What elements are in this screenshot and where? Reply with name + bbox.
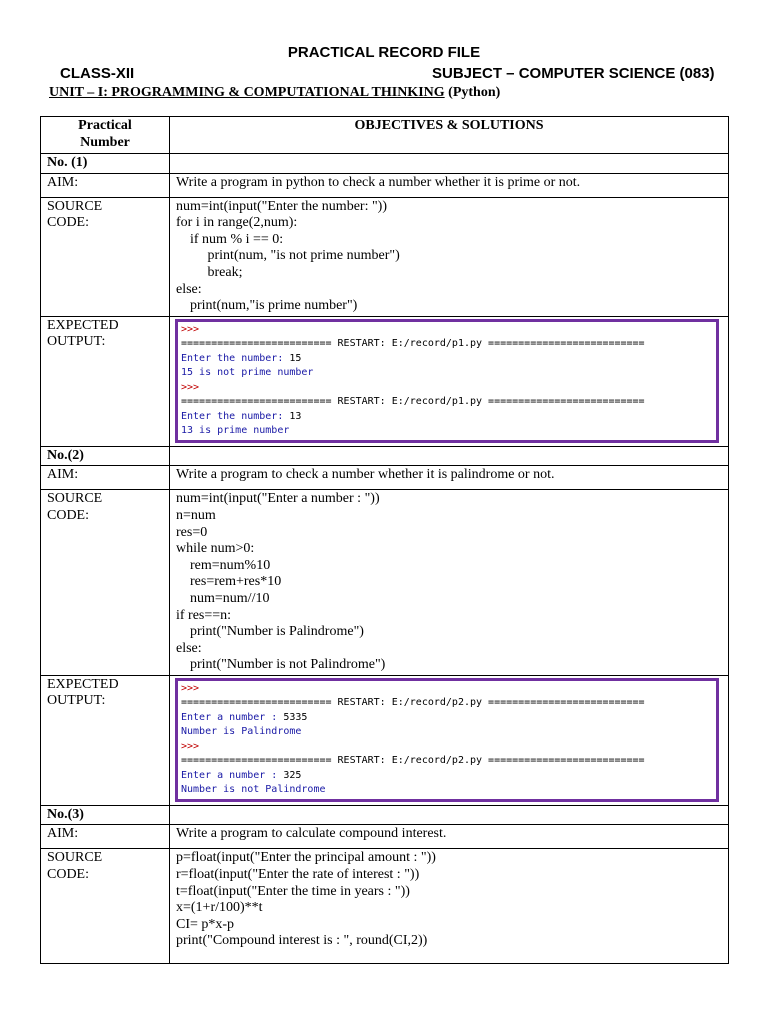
console-line: Enter the number: 13 — [181, 410, 302, 422]
col-header-objectives: OBJECTIVES & SOLUTIONS — [170, 117, 729, 154]
source-row — [41, 197, 729, 316]
console-line: >>> — [181, 740, 200, 752]
output-row — [41, 316, 729, 446]
source-row — [41, 490, 729, 676]
console-line: Enter a number : 5335 — [181, 711, 308, 723]
output-row — [41, 675, 729, 805]
console-line: >>> — [181, 323, 200, 335]
output-label: EXPECTED OUTPUT: — [41, 316, 170, 446]
console-line: >>> — [181, 682, 200, 694]
unit-main: UNIT – I: PROGRAMMING & COMPUTATIONAL THINKING — [49, 85, 445, 100]
aim-row — [41, 173, 729, 197]
source-code: p=float(input("Enter the principal amount : ")) r=float(input("Enter the rate of interest : ")) t=float(input("Enter the time in years : ")) x=(1+r/100)**t CI= p*x-p print("Compound interest is : ", round(CI,2)) — [176, 850, 436, 949]
practical-number-row — [41, 446, 729, 466]
aim-text: Write a program to check a number whether it is palindrome or not. — [170, 466, 729, 490]
practical-table — [40, 116, 729, 964]
console-line: 13 is prime number — [181, 425, 290, 437]
source-label: SOURCE CODE: — [41, 197, 170, 316]
empty-cell — [170, 446, 729, 466]
aim-row — [41, 466, 729, 490]
aim-text: Write a program in python to check a number whether it is prime or not. — [170, 173, 729, 197]
source-code: num=int(input("Enter a number : ")) n=num res=0 while num>0: rem=num%10 res=rem+res*10 num=num//10 if res==n: print("Number is Palindrome") else: print("Number is not Palindrome") — [176, 491, 386, 673]
aim-text: Write a program to calculate compound interest. — [170, 825, 729, 849]
source-label: SOURCE CODE: — [41, 849, 170, 964]
aim-row — [41, 825, 729, 849]
aim-label: AIM: — [41, 825, 170, 849]
source-code: num=int(input("Enter the number: ")) for i in range(2,num): if num % i == 0: print(num, "is not prime number") break; else: print(num,"is prime number") — [176, 198, 400, 314]
console-line: Enter the number: 15 — [181, 352, 302, 364]
empty-cell — [170, 805, 729, 825]
class-label: CLASS-XII — [60, 65, 135, 82]
aim-label: AIM: — [41, 466, 170, 490]
practical-number-row — [41, 805, 729, 825]
console-line: ========================= RESTART: E:/record/p2.py ========================== — [181, 697, 645, 709]
unit-heading — [49, 85, 500, 101]
practical-number-row — [41, 154, 729, 174]
source-label: SOURCE CODE: — [41, 490, 170, 676]
empty-cell — [170, 154, 729, 174]
console-line: Number is Palindrome — [181, 726, 302, 738]
unit-sub: (Python) — [444, 85, 501, 100]
practical-number: No. (1) — [41, 154, 170, 174]
practical-number: No.(2) — [41, 446, 170, 466]
console-line: Number is not Palindrome — [181, 784, 326, 796]
console-line: Enter a number : 325 — [181, 769, 302, 781]
page-title: PRACTICAL RECORD FILE — [287, 44, 481, 61]
table-header-row — [41, 117, 729, 154]
source-row — [41, 849, 729, 964]
console-line: ========================= RESTART: E:/record/p2.py ========================== — [181, 755, 645, 767]
practical-number: No.(3) — [41, 805, 170, 825]
aim-label: AIM: — [41, 173, 170, 197]
output-label: EXPECTED OUTPUT: — [41, 675, 170, 805]
console-output — [175, 678, 719, 802]
console-line: ========================= RESTART: E:/record/p1.py ========================== — [181, 396, 645, 408]
console-output — [175, 319, 719, 443]
console-line: >>> — [181, 381, 200, 393]
col-header-number: Practical Number — [41, 117, 170, 154]
console-line: 15 is not prime number — [181, 367, 314, 379]
console-line: ========================= RESTART: E:/record/p1.py ========================== — [181, 338, 645, 350]
subject-label: SUBJECT – COMPUTER SCIENCE (083) — [432, 65, 715, 82]
